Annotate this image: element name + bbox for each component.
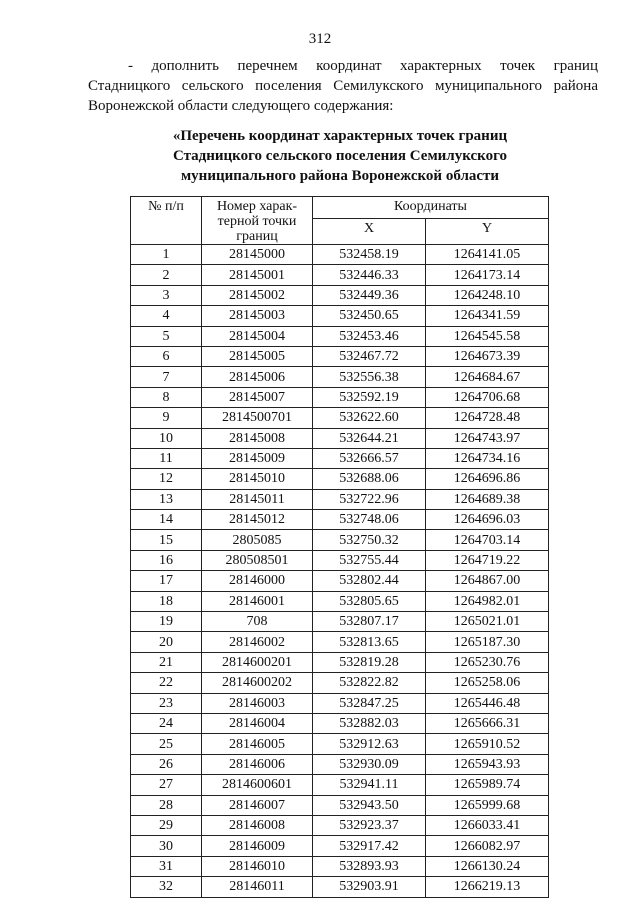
table-row (131, 815, 549, 835)
cell-num: 13 (131, 489, 202, 509)
cell-x: 532446.33 (313, 265, 426, 285)
cell-x: 532903.91 (313, 877, 426, 897)
cell-y: 1265230.76 (426, 652, 549, 672)
cell-y: 1264689.38 (426, 489, 549, 509)
intro-paragraph (88, 56, 598, 116)
table-row (131, 489, 549, 509)
cell-num: 12 (131, 469, 202, 489)
cell-point: 28146007 (202, 795, 313, 815)
table-row (131, 408, 549, 428)
cell-point: 28146008 (202, 815, 313, 835)
heading-line: «Перечень координат характерных точек границ (172, 128, 508, 144)
cell-y: 1264703.14 (426, 530, 549, 550)
cell-y: 1264673.39 (426, 346, 549, 366)
cell-num: 2 (131, 265, 202, 285)
cell-point: 2814600202 (202, 673, 313, 693)
table-row (131, 326, 549, 346)
cell-num: 24 (131, 713, 202, 733)
cell-point: 28145001 (202, 265, 313, 285)
heading-line: муниципального района Воронежской области (180, 168, 500, 184)
page-number: 312 (308, 31, 332, 47)
table-row (131, 713, 549, 733)
cell-point: 28146006 (202, 754, 313, 774)
header-y: Y (426, 218, 549, 244)
table-row (131, 795, 549, 815)
intro-line: Воронежской области следующего содержания: (88, 98, 394, 114)
cell-num: 3 (131, 285, 202, 305)
table-row (131, 856, 549, 876)
table-row (131, 448, 549, 468)
cell-y: 1265666.31 (426, 713, 549, 733)
cell-x: 532666.57 (313, 448, 426, 468)
intro-line: Стадницкого сельского поселения Семилукского муниципального района (88, 78, 598, 94)
cell-point: 280508501 (202, 550, 313, 570)
cell-x: 532807.17 (313, 612, 426, 632)
table-row (131, 306, 549, 326)
table-row (131, 530, 549, 550)
cell-num: 23 (131, 693, 202, 713)
cell-num: 16 (131, 550, 202, 570)
cell-y: 1265989.74 (426, 775, 549, 795)
cell-point: 28146005 (202, 734, 313, 754)
cell-num: 25 (131, 734, 202, 754)
cell-point: 28145004 (202, 326, 313, 346)
cell-y: 1266219.13 (426, 877, 549, 897)
cell-x: 532882.03 (313, 713, 426, 733)
cell-y: 1264141.05 (426, 245, 549, 265)
table-row (131, 754, 549, 774)
cell-point: 28145003 (202, 306, 313, 326)
cell-point: 28145011 (202, 489, 313, 509)
cell-point: 28146003 (202, 693, 313, 713)
cell-point: 28146009 (202, 836, 313, 856)
table-row (131, 387, 549, 407)
cell-x: 532556.38 (313, 367, 426, 387)
cell-num: 21 (131, 652, 202, 672)
cell-x: 532822.82 (313, 673, 426, 693)
cell-num: 14 (131, 510, 202, 530)
cell-num: 31 (131, 856, 202, 876)
cell-point: 28145000 (202, 245, 313, 265)
cell-y: 1265446.48 (426, 693, 549, 713)
cell-y: 1264734.16 (426, 448, 549, 468)
cell-x: 532755.44 (313, 550, 426, 570)
cell-num: 8 (131, 387, 202, 407)
cell-x: 532467.72 (313, 346, 426, 366)
cell-y: 1265021.01 (426, 612, 549, 632)
cell-y: 1266033.41 (426, 815, 549, 835)
cell-x: 532644.21 (313, 428, 426, 448)
cell-point: 28145002 (202, 285, 313, 305)
cell-x: 532847.25 (313, 693, 426, 713)
table-row (131, 510, 549, 530)
cell-y: 1264341.59 (426, 306, 549, 326)
table-row (131, 612, 549, 632)
table-row (131, 367, 549, 387)
cell-num: 7 (131, 367, 202, 387)
cell-y: 1264684.67 (426, 367, 549, 387)
coordinates-table (130, 196, 549, 898)
cell-num: 22 (131, 673, 202, 693)
cell-point: 2814600201 (202, 652, 313, 672)
table-row (131, 734, 549, 754)
cell-x: 532688.06 (313, 469, 426, 489)
cell-y: 1265999.68 (426, 795, 549, 815)
cell-num: 15 (131, 530, 202, 550)
cell-num: 19 (131, 612, 202, 632)
cell-point: 2805085 (202, 530, 313, 550)
cell-y: 1264173.14 (426, 265, 549, 285)
cell-point: 28145006 (202, 367, 313, 387)
cell-x: 532592.19 (313, 387, 426, 407)
cell-y: 1265187.30 (426, 632, 549, 652)
table-row (131, 693, 549, 713)
table-row (131, 469, 549, 489)
cell-num: 20 (131, 632, 202, 652)
cell-num: 29 (131, 815, 202, 835)
cell-num: 26 (131, 754, 202, 774)
cell-x: 532893.93 (313, 856, 426, 876)
cell-point: 28146011 (202, 877, 313, 897)
cell-num: 32 (131, 877, 202, 897)
table-row (131, 652, 549, 672)
cell-x: 532941.11 (313, 775, 426, 795)
cell-num: 11 (131, 448, 202, 468)
cell-y: 1264719.22 (426, 550, 549, 570)
cell-num: 10 (131, 428, 202, 448)
cell-y: 1264706.68 (426, 387, 549, 407)
table-row (131, 571, 549, 591)
table-row (131, 673, 549, 693)
cell-y: 1264743.97 (426, 428, 549, 448)
header-coordinates: Координаты (313, 197, 549, 219)
table-row (131, 877, 549, 897)
cell-x: 532802.44 (313, 571, 426, 591)
cell-y: 1264545.58 (426, 326, 549, 346)
heading-line: Стадницкого сельского поселения Семилукского (172, 148, 508, 164)
cell-point: 28145012 (202, 510, 313, 530)
cell-x: 532722.96 (313, 489, 426, 509)
table-row (131, 245, 549, 265)
table-body (131, 245, 549, 898)
cell-point: 28146004 (202, 713, 313, 733)
cell-point: 708 (202, 612, 313, 632)
cell-x: 532930.09 (313, 754, 426, 774)
header-x: X (313, 218, 426, 244)
cell-x: 532622.60 (313, 408, 426, 428)
table-row (131, 428, 549, 448)
cell-y: 1264696.03 (426, 510, 549, 530)
cell-num: 1 (131, 245, 202, 265)
table-heading (100, 126, 580, 186)
table-row (131, 632, 549, 652)
cell-point: 28146000 (202, 571, 313, 591)
cell-x: 532805.65 (313, 591, 426, 611)
cell-y: 1265910.52 (426, 734, 549, 754)
cell-x: 532453.46 (313, 326, 426, 346)
cell-y: 1266082.97 (426, 836, 549, 856)
cell-num: 17 (131, 571, 202, 591)
header-num: № п/п (131, 197, 202, 245)
cell-x: 532943.50 (313, 795, 426, 815)
cell-num: 28 (131, 795, 202, 815)
cell-num: 6 (131, 346, 202, 366)
cell-num: 4 (131, 306, 202, 326)
cell-num: 5 (131, 326, 202, 346)
table-row (131, 285, 549, 305)
header-point-number: Номер харак-терной точки границ (202, 197, 313, 245)
table-row (131, 775, 549, 795)
table-row (131, 265, 549, 285)
cell-point: 28146002 (202, 632, 313, 652)
cell-point: 28145007 (202, 387, 313, 407)
cell-y: 1265943.93 (426, 754, 549, 774)
cell-x: 532923.37 (313, 815, 426, 835)
cell-point: 28145009 (202, 448, 313, 468)
cell-point: 28145008 (202, 428, 313, 448)
cell-num: 18 (131, 591, 202, 611)
cell-point: 2814600601 (202, 775, 313, 795)
cell-x: 532458.19 (313, 245, 426, 265)
cell-y: 1266130.24 (426, 856, 549, 876)
cell-y: 1264982.01 (426, 591, 549, 611)
table-row (131, 346, 549, 366)
table-row (131, 836, 549, 856)
cell-x: 532917.42 (313, 836, 426, 856)
cell-num: 30 (131, 836, 202, 856)
cell-num: 9 (131, 408, 202, 428)
table-row (131, 550, 549, 570)
cell-x: 532449.36 (313, 285, 426, 305)
cell-x: 532748.06 (313, 510, 426, 530)
cell-point: 2814500701 (202, 408, 313, 428)
cell-y: 1265258.06 (426, 673, 549, 693)
cell-x: 532819.28 (313, 652, 426, 672)
cell-y: 1264248.10 (426, 285, 549, 305)
cell-x: 532912.63 (313, 734, 426, 754)
cell-point: 28146010 (202, 856, 313, 876)
cell-x: 532450.65 (313, 306, 426, 326)
cell-y: 1264728.48 (426, 408, 549, 428)
cell-point: 28145005 (202, 346, 313, 366)
cell-point: 28146001 (202, 591, 313, 611)
cell-y: 1264867.00 (426, 571, 549, 591)
table-row (131, 591, 549, 611)
cell-x: 532750.32 (313, 530, 426, 550)
cell-x: 532813.65 (313, 632, 426, 652)
cell-point: 28145010 (202, 469, 313, 489)
cell-y: 1264696.86 (426, 469, 549, 489)
intro-line: - дополнить перечнем координат характерных точек границ (128, 58, 598, 74)
cell-num: 27 (131, 775, 202, 795)
